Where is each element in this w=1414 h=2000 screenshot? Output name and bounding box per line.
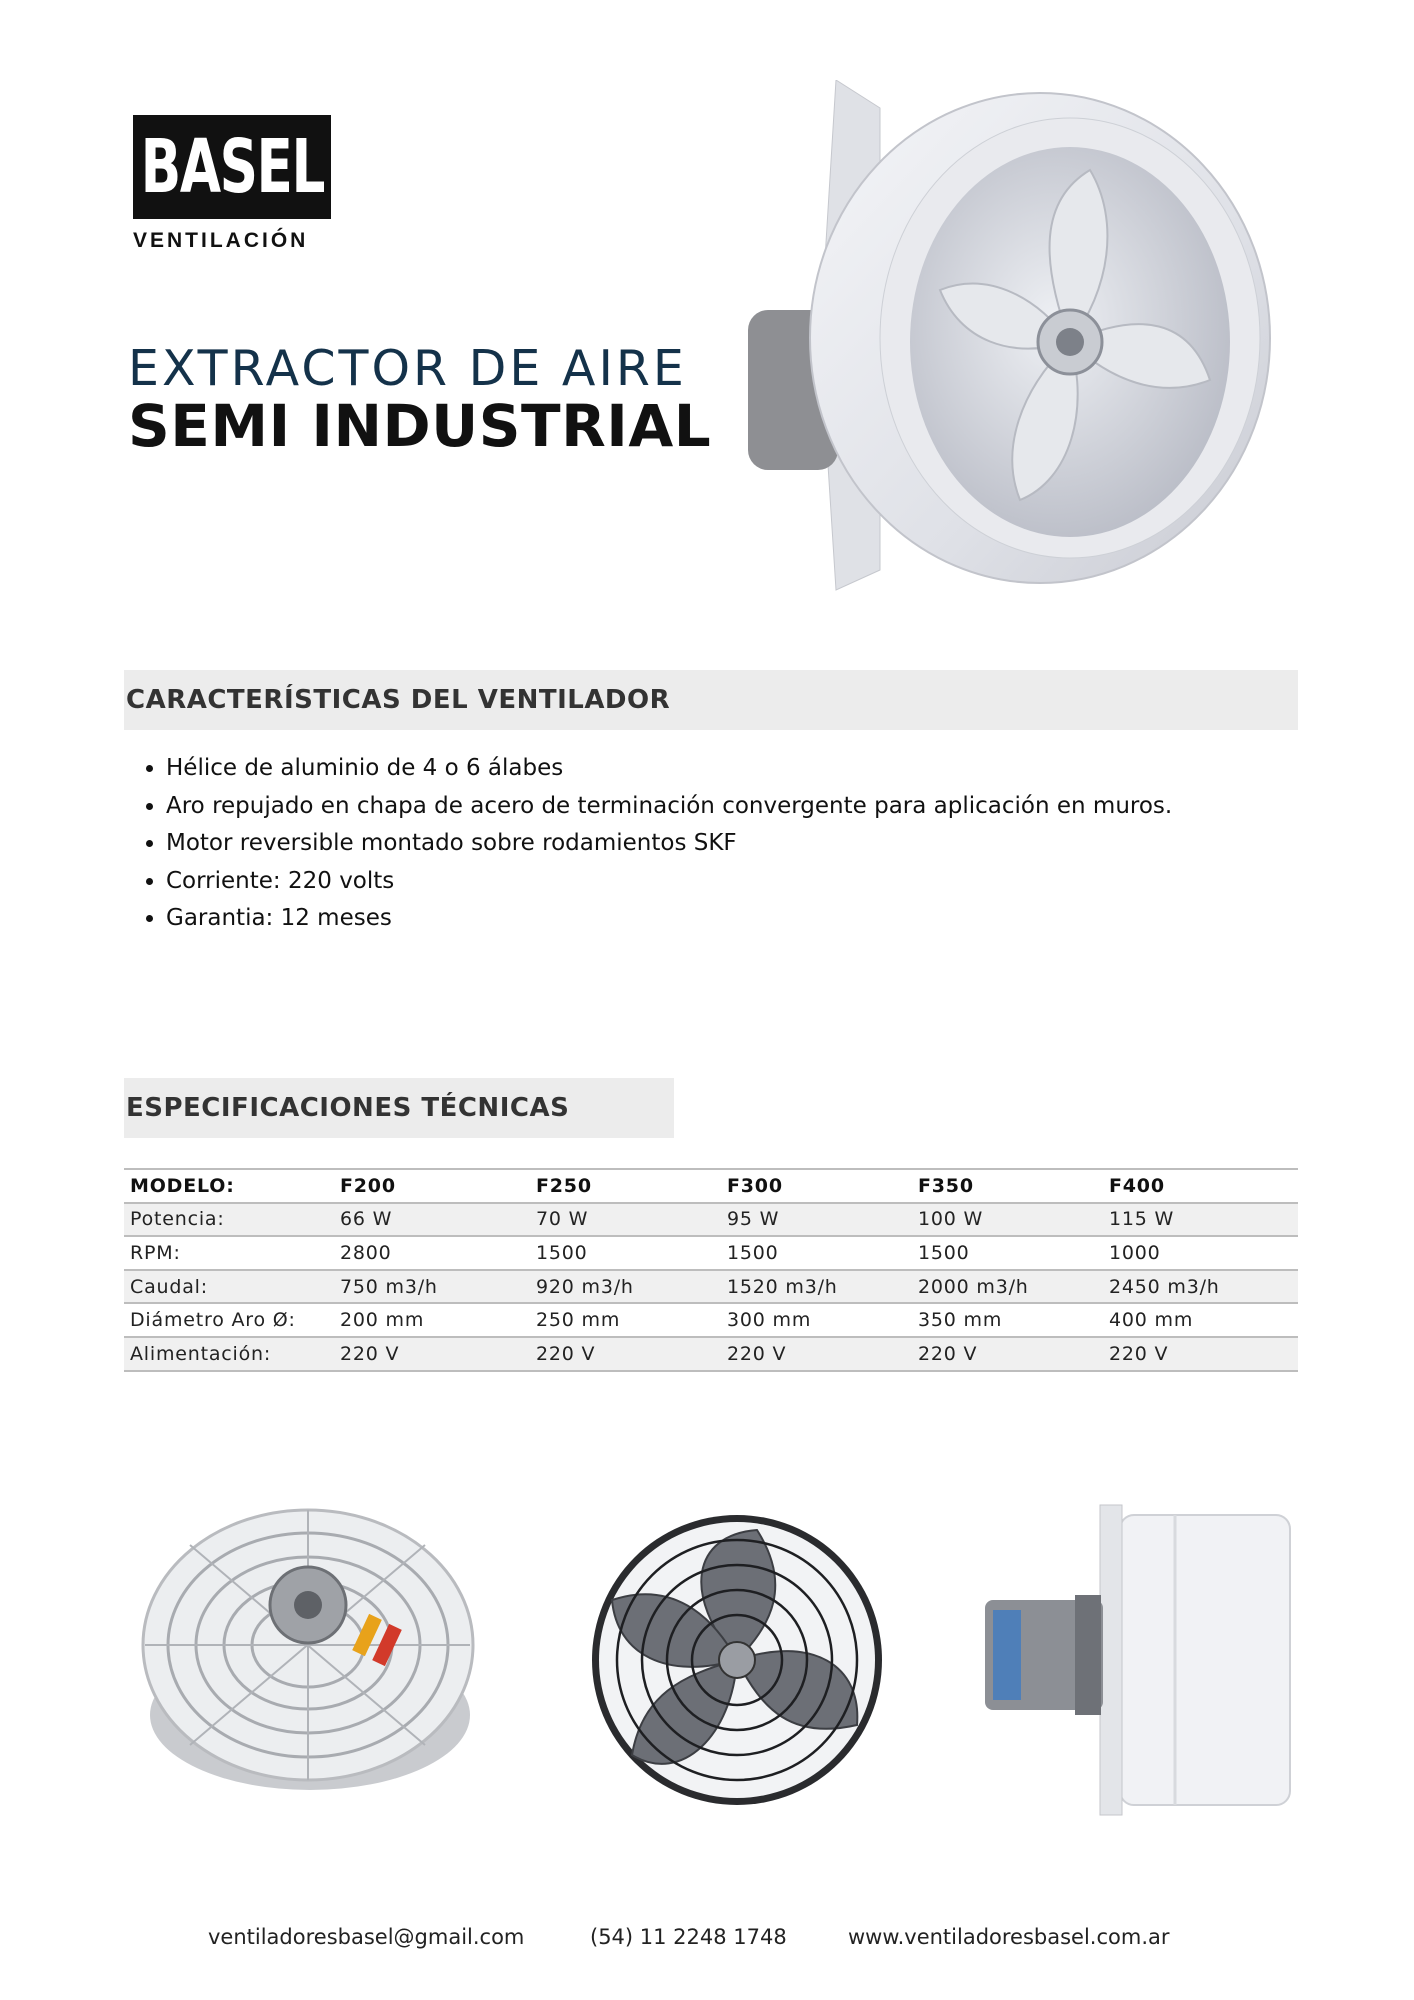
table-cell: 400 mm (1103, 1303, 1298, 1337)
page-title-line1: EXTRACTOR DE AIRE (128, 340, 687, 397)
feature-item: • Hélice de aluminio de 4 o 6 álabes (166, 750, 1172, 788)
table-row (124, 1236, 1298, 1270)
table-cell: 200 mm (334, 1303, 530, 1337)
table-cell: 66 W (334, 1203, 530, 1237)
features-list (138, 750, 1172, 938)
table-row (124, 1270, 1298, 1304)
table-cell: 1500 (530, 1236, 721, 1270)
product-image-grill-fan (130, 1495, 500, 1805)
feature-item: • Garantia: 12 meses (166, 900, 1172, 938)
table-cell: 300 mm (721, 1303, 912, 1337)
hero-extractor-image (740, 80, 1300, 600)
product-image-side-view (975, 1485, 1295, 1830)
table-cell: 95 W (721, 1203, 912, 1237)
footer-website[interactable]: www.ventiladoresbasel.com.ar (848, 1925, 1170, 1949)
page-title-line2: SEMI INDUSTRIAL (128, 392, 712, 460)
table-cell: Caudal: (124, 1270, 334, 1304)
table-cell: Diámetro Aro Ø: (124, 1303, 334, 1337)
table-header-cell: F350 (912, 1169, 1103, 1203)
table-row (124, 1303, 1298, 1337)
table-header-row (124, 1169, 1298, 1203)
table-cell: 2800 (334, 1236, 530, 1270)
table-cell: 750 m3/h (334, 1270, 530, 1304)
table-header-cell: F300 (721, 1169, 912, 1203)
feature-item: • Aro repujado en chapa de acero de terminación convergente para aplicación en muros. (166, 788, 1172, 826)
table-cell: 350 mm (912, 1303, 1103, 1337)
table-cell: 2000 m3/h (912, 1270, 1103, 1304)
specs-table (124, 1168, 1298, 1372)
specs-section-title: ESPECIFICACIONES TÉCNICAS (126, 1093, 570, 1123)
table-header-cell: F250 (530, 1169, 721, 1203)
brand-logo (133, 115, 329, 253)
features-section-header (124, 670, 1298, 730)
table-cell: 220 V (530, 1337, 721, 1371)
table-header-cell: F200 (334, 1169, 530, 1203)
table-cell: 1000 (1103, 1236, 1298, 1270)
table-cell: RPM: (124, 1236, 334, 1270)
table-cell: 1500 (912, 1236, 1103, 1270)
table-cell: 1500 (721, 1236, 912, 1270)
table-cell: 220 V (334, 1337, 530, 1371)
table-cell: Alimentación: (124, 1337, 334, 1371)
brand-tagline: VENTILACIÓN (133, 229, 309, 252)
table-cell: 115 W (1103, 1203, 1298, 1237)
table-cell: 920 m3/h (530, 1270, 721, 1304)
table-cell: 220 V (721, 1337, 912, 1371)
table-cell: Potencia: (124, 1203, 334, 1237)
product-image-blade-fan (572, 1505, 902, 1815)
table-row (124, 1203, 1298, 1237)
table-cell: 220 V (912, 1337, 1103, 1371)
specs-section-header (124, 1078, 674, 1138)
table-header-cell: F400 (1103, 1169, 1298, 1203)
table-cell: 1520 m3/h (721, 1270, 912, 1304)
brand-name: BASEL (140, 124, 324, 210)
table-cell: 2450 m3/h (1103, 1270, 1298, 1304)
features-section-title: CARACTERÍSTICAS DEL VENTILADOR (126, 685, 671, 715)
table-cell: 220 V (1103, 1337, 1298, 1371)
table-row (124, 1337, 1298, 1371)
table-header-cell: MODELO: (124, 1169, 334, 1203)
footer-email[interactable]: ventiladoresbasel@gmail.com (208, 1925, 525, 1949)
footer-phone[interactable]: (54) 11 2248 1748 (590, 1925, 787, 1949)
table-cell: 70 W (530, 1203, 721, 1237)
feature-item: • Motor reversible montado sobre rodamientos SKF (166, 825, 1172, 863)
table-cell: 250 mm (530, 1303, 721, 1337)
brand-logo-box (133, 115, 331, 219)
feature-item: • Corriente: 220 volts (166, 863, 1172, 901)
table-cell: 100 W (912, 1203, 1103, 1237)
